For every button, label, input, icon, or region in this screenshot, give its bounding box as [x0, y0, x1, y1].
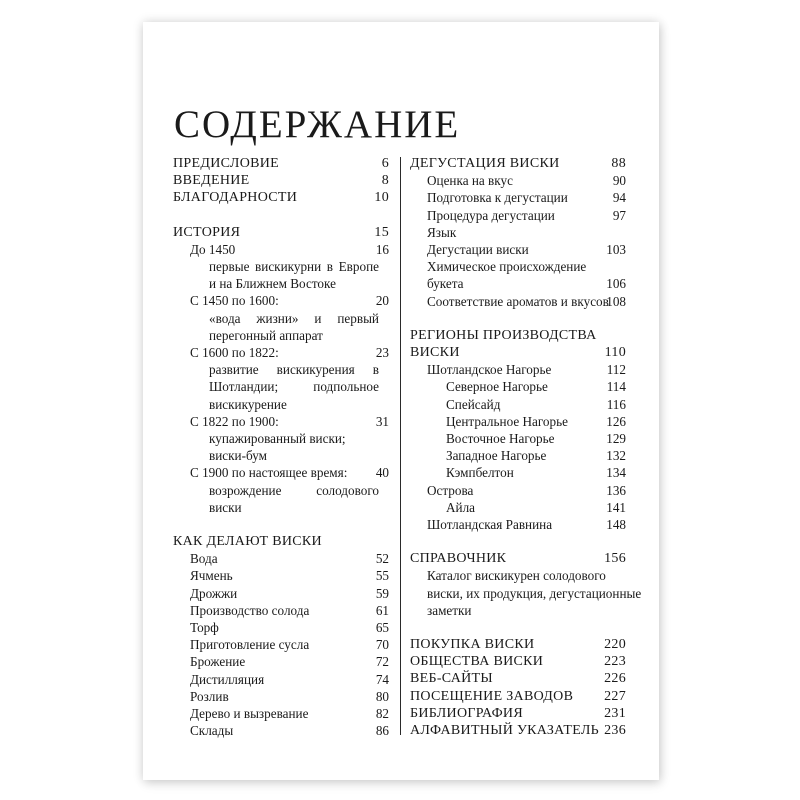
toc-entry	[173, 361, 389, 413]
toc-entry-title: ВИСКИ	[410, 345, 460, 361]
toc-entry	[410, 464, 626, 481]
section-spacer	[410, 533, 626, 550]
toc-entry	[173, 482, 389, 516]
toc-entry	[173, 447, 389, 464]
toc-entry	[410, 275, 626, 292]
toc-entry-page-number: 88	[611, 156, 626, 171]
toc-entry-page-number: 114	[606, 379, 626, 395]
toc-section-heading	[410, 327, 626, 344]
toc-entry	[410, 378, 626, 395]
toc-entry-page-number: 86	[375, 723, 389, 739]
toc-entry	[173, 567, 389, 584]
toc-entry	[173, 413, 389, 430]
toc-entry-title: ВВЕДЕНИЕ	[173, 173, 250, 189]
toc-entry-page-number: 220	[604, 637, 626, 653]
page-title: СОДЕРЖАНИЕ	[174, 103, 461, 146]
toc-entry-title: С 1822 по 1900:	[190, 413, 279, 429]
toc-entry-title: До 1450	[190, 241, 236, 257]
toc-entry-title: Торф	[190, 620, 219, 636]
toc-entry-page-number: 156	[604, 551, 626, 567]
toc-entry	[410, 516, 626, 533]
toc-section-heading	[173, 155, 389, 172]
toc-section-heading	[410, 688, 626, 705]
toc-entry-title: возрождение солодового виски	[209, 482, 379, 515]
toc-entry-title: С 1600 по 1822:	[190, 345, 279, 361]
toc-entry	[410, 361, 626, 378]
toc-entry-title: Дистилляция	[190, 671, 265, 687]
toc-entry-page-number: 52	[375, 551, 389, 567]
toc-entry	[173, 241, 389, 258]
toc-entry	[173, 671, 389, 688]
toc-entry-title: Дерево и вызревание	[190, 706, 309, 722]
toc-entry	[173, 585, 389, 602]
toc-entry	[173, 292, 389, 309]
toc-entry-page-number: 10	[374, 190, 389, 206]
toc-entry-page-number: 108	[606, 293, 626, 309]
toc-entry-title: Дегустации виски	[427, 242, 529, 258]
toc-entry-title: СПРАВОЧНИК	[410, 551, 507, 567]
toc-entry-title: ВЕБ-САЙТЫ	[410, 671, 493, 687]
toc-section-heading	[410, 550, 626, 567]
toc-entry-title: Брожение	[190, 654, 246, 670]
toc-entry-title: виски, их продукция, дегустационные	[427, 585, 642, 601]
toc-entry-page-number: 97	[612, 207, 626, 223]
toc-entry	[410, 499, 626, 516]
toc-entry	[410, 258, 626, 275]
toc-entry-title: С 1900 по настоящее время:	[190, 465, 348, 481]
toc-entry-title: ОБЩЕСТВА ВИСКИ	[410, 654, 544, 670]
toc-section-heading	[173, 533, 389, 550]
toc-entry	[173, 310, 389, 344]
toc-entry-page-number: 6	[381, 156, 389, 171]
toc-entry-title: Дрожжи	[190, 585, 238, 601]
toc-entry	[173, 430, 389, 447]
toc-entry-page-number: 136	[606, 482, 626, 498]
toc-entry	[410, 207, 626, 224]
toc-entry-page-number: 74	[375, 671, 389, 687]
toc-entry-title: Приготовление сусла	[190, 637, 310, 653]
toc-entry-title: БИБЛИОГРАФИЯ	[410, 705, 523, 721]
toc-entry	[410, 482, 626, 499]
toc-entry-page-number: 116	[606, 396, 626, 412]
toc-entry	[410, 241, 626, 258]
toc-entry-title: Восточное Нагорье	[446, 431, 555, 447]
toc-right-column	[410, 155, 642, 739]
toc-entry-title: Вода	[190, 551, 218, 567]
toc-entry-page-number: 226	[604, 671, 626, 687]
toc-entry	[410, 602, 626, 619]
toc-entry	[410, 567, 626, 584]
toc-entry-title: Спейсайд	[446, 396, 501, 412]
toc-entry	[410, 585, 642, 602]
toc-entry-title: АЛФАВИТНЫЙ УКАЗАТЕЛЬ	[410, 723, 599, 739]
toc-entry	[173, 619, 389, 636]
toc-section-heading	[410, 670, 626, 687]
section-spacer	[410, 310, 626, 327]
toc-section-heading	[410, 344, 626, 361]
toc-entry	[173, 602, 389, 619]
toc-entry-page-number: 23	[375, 345, 389, 361]
toc-entry-title: букета	[427, 276, 464, 292]
toc-entry-title: Центральное Нагорье	[446, 413, 568, 429]
toc-entry-title: Подготовка к дегустации	[427, 190, 568, 206]
toc-entry-page-number: 110	[604, 345, 626, 361]
toc-entry-title: Ячмень	[190, 568, 233, 584]
toc-entry-title: Процедура дегустации	[427, 207, 555, 223]
toc-entry-page-number: 90	[612, 173, 626, 189]
toc-entry-title: Острова	[427, 482, 474, 498]
toc-entry-page-number: 40	[375, 465, 389, 481]
toc-entry-title: ИСТОРИЯ	[173, 224, 241, 240]
toc-entry-title: РЕГИОНЫ ПРОИЗВОДСТВА	[410, 327, 597, 343]
toc-entry-page-number: 59	[375, 585, 389, 601]
toc-entry-title: первые вискикурни в Европе и на Ближнем Востоке	[209, 259, 379, 292]
toc-entry-title: Каталог вискикурен солодового	[427, 568, 606, 584]
section-spacer	[410, 619, 626, 636]
toc-entry-page-number: 132	[606, 448, 626, 464]
toc-entry	[410, 189, 626, 206]
toc-entry-page-number: 8	[381, 173, 389, 189]
toc-entry-title: Западное Нагорье	[446, 448, 547, 464]
toc-entry-title: ДЕГУСТАЦИЯ ВИСКИ	[410, 156, 560, 171]
toc-entry-title: С 1450 по 1600:	[190, 293, 279, 309]
toc-entry-title: виски-бум	[209, 448, 267, 464]
toc-entry-page-number: 126	[606, 413, 626, 429]
toc-entry-page-number: 16	[375, 241, 389, 257]
toc-entry-title: Кэмпбелтон	[446, 465, 514, 481]
toc-entry-page-number: 80	[375, 688, 389, 704]
toc-entry-page-number: 227	[604, 688, 626, 704]
section-spacer	[173, 207, 389, 224]
toc-entry-title: Шотландское Нагорье	[427, 362, 552, 378]
toc-entry-title: ПОСЕЩЕНИЕ ЗАВОДОВ	[410, 688, 574, 704]
toc-section-heading	[410, 636, 626, 653]
toc-entry-page-number: 55	[375, 568, 389, 584]
toc-entry-page-number: 148	[606, 517, 626, 533]
toc-entry	[173, 344, 389, 361]
toc-entry-page-number: 20	[375, 293, 389, 309]
toc-entry-title: Шотландская Равнина	[427, 517, 553, 533]
toc-entry-title: «вода жизни» и первый перегонный аппарат	[209, 310, 379, 343]
toc-entry	[173, 464, 389, 481]
toc-entry	[410, 224, 626, 241]
toc-entry	[410, 396, 626, 413]
toc-section-heading	[410, 653, 626, 670]
toc-section-heading	[173, 189, 389, 206]
toc-left-column	[173, 155, 389, 740]
toc-entry-title: Соответствие ароматов и вкусов	[427, 293, 609, 309]
toc-entry-title: БЛАГОДАРНОСТИ	[173, 190, 298, 206]
toc-entry	[410, 293, 626, 310]
toc-section-heading	[173, 172, 389, 189]
toc-entry-page-number: 236	[604, 723, 626, 739]
toc-entry-page-number: 65	[375, 620, 389, 636]
toc-entry-title: Северное Нагорье	[446, 379, 548, 395]
toc-entry	[410, 447, 626, 464]
toc-entry-title: развитие вискикурения в Шотландии; подпольное вискикурение	[209, 362, 379, 412]
toc-entry	[173, 688, 389, 705]
toc-entry	[173, 636, 389, 653]
toc-section-heading	[410, 705, 626, 722]
column-divider	[400, 157, 401, 735]
toc-entry	[173, 722, 389, 739]
toc-entry-page-number: 15	[374, 224, 389, 240]
toc-entry-page-number: 94	[612, 190, 626, 206]
toc-entry	[410, 430, 626, 447]
toc-entry-page-number: 134	[606, 465, 626, 481]
toc-section-heading	[410, 722, 626, 739]
toc-entry-title: Язык	[427, 224, 457, 240]
toc-entry	[410, 172, 626, 189]
toc-entry-page-number: 72	[375, 654, 389, 670]
toc-entry-page-number: 106	[606, 276, 626, 292]
toc-entry-title: Розлив	[190, 688, 229, 704]
toc-entry-page-number: 129	[606, 431, 626, 447]
toc-entry-title: ПРЕДИСЛОВИЕ	[173, 156, 280, 171]
section-spacer	[173, 516, 389, 533]
toc-entry-title: Склады	[190, 723, 234, 739]
toc-entry-page-number: 223	[604, 654, 626, 670]
toc-section-heading	[173, 224, 389, 241]
toc-entry-title: заметки	[427, 602, 472, 618]
toc-entry-page-number: 70	[375, 637, 389, 653]
toc-entry-page-number: 82	[375, 706, 389, 722]
toc-entry	[173, 550, 389, 567]
toc-entry	[173, 258, 389, 292]
toc-entry-title: купажированный виски;	[209, 431, 346, 447]
toc-entry-page-number: 112	[606, 362, 626, 378]
toc-entry-title: ПОКУПКА ВИСКИ	[410, 637, 535, 653]
toc-entry-title: КАК ДЕЛАЮТ ВИСКИ	[173, 534, 322, 550]
toc-entry	[173, 705, 389, 722]
toc-entry-title: Оценка на вкус	[427, 173, 513, 189]
toc-entry	[410, 413, 626, 430]
toc-entry-title: Химическое происхождение	[427, 259, 587, 275]
toc-entry-page-number: 103	[606, 242, 626, 258]
toc-entry-page-number: 61	[375, 602, 389, 618]
toc-entry	[173, 653, 389, 670]
toc-entry-page-number: 231	[604, 705, 626, 721]
toc-entry-page-number: 31	[375, 413, 389, 429]
toc-section-heading	[410, 155, 626, 172]
toc-entry-title: Производство солода	[190, 602, 310, 618]
toc-entry-page-number: 141	[606, 499, 626, 515]
toc-entry-title: Айла	[446, 499, 476, 515]
